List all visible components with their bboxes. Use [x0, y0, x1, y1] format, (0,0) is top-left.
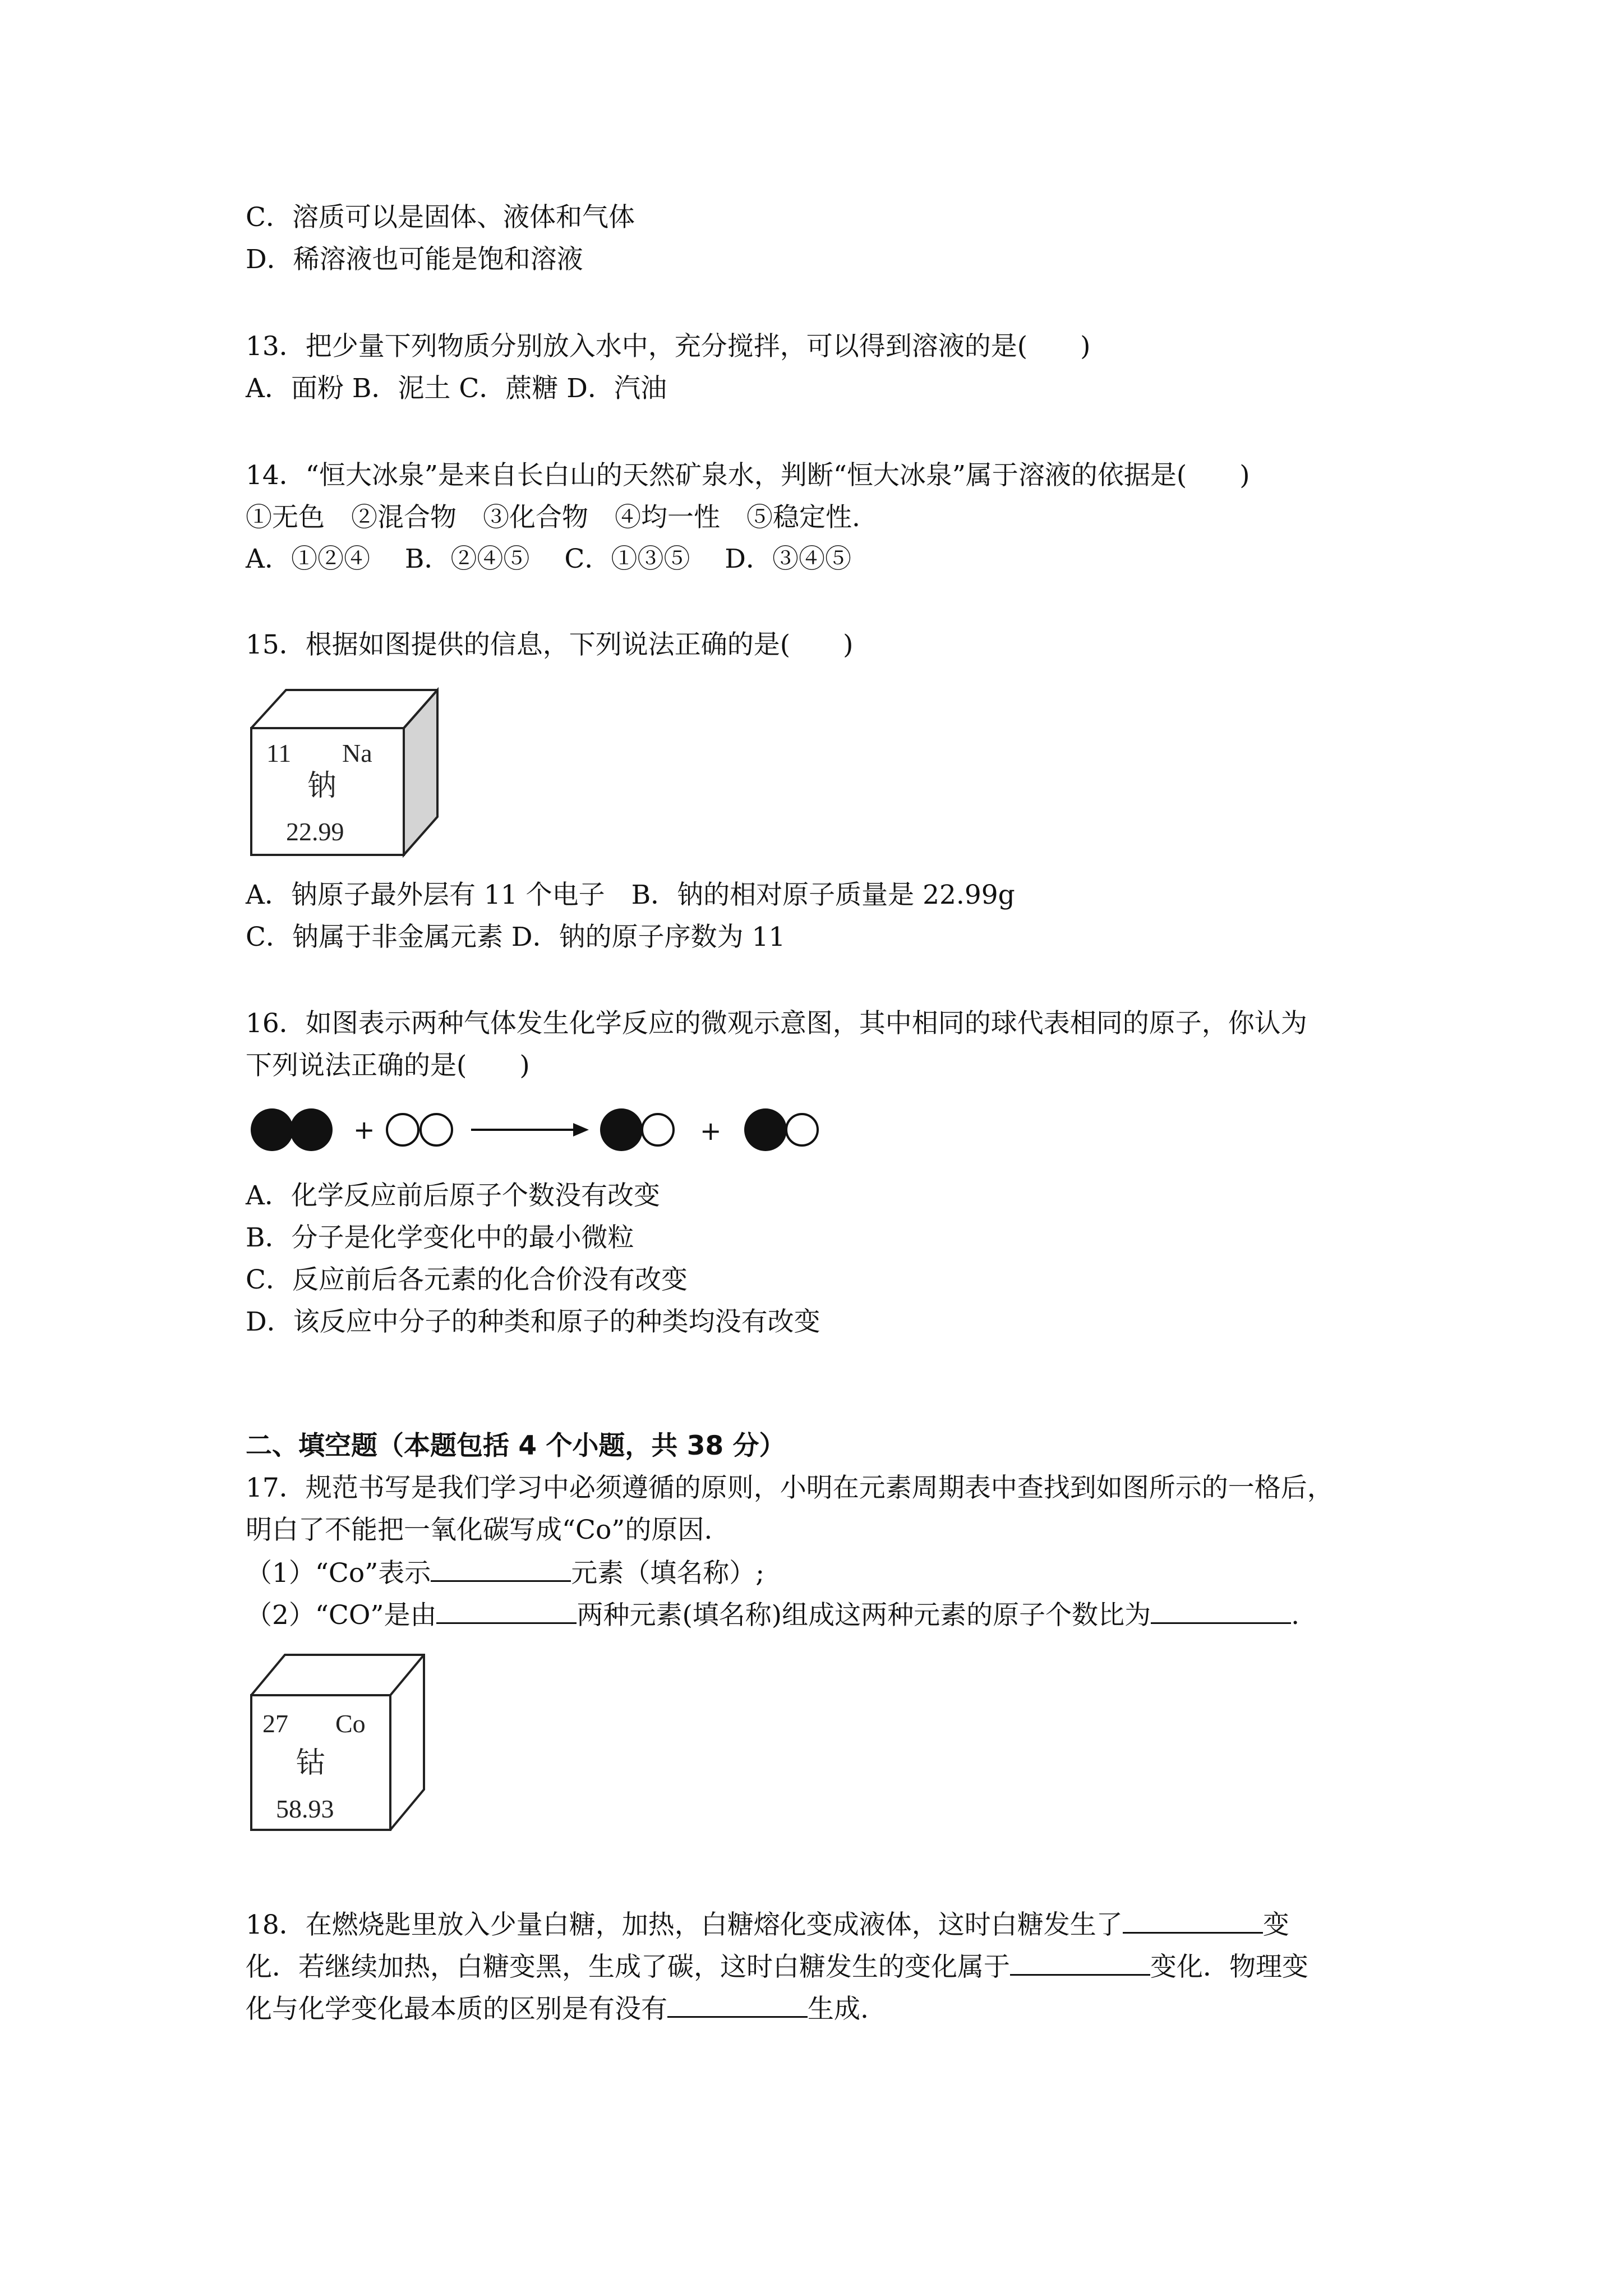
black-atom-icon — [600, 1108, 643, 1151]
q16-stem-line2: 下列说法正确的是( ) — [246, 1050, 530, 1081]
q12-option-c: C．溶质可以是固体、液体和气体 — [246, 202, 635, 233]
answer-blank[interactable] — [431, 1556, 571, 1582]
q17-part1: （1）“Co”表示 元素（填名称）; — [246, 1556, 764, 1590]
answer-blank[interactable] — [667, 1991, 808, 2018]
sodium-symbol: Na — [342, 739, 372, 767]
q17-line2: 明白了不能把一氧化碳写成“Co”的原因. — [246, 1515, 713, 1545]
q16-option-d: D．该反应中分子的种类和原子的种类均没有改变 — [246, 1306, 820, 1337]
white-atom-icon — [642, 1114, 674, 1145]
plus-sign: + — [700, 1116, 722, 1146]
reaction-diagram — [247, 1101, 841, 1162]
answer-blank[interactable] — [1123, 1907, 1263, 1934]
q16-option-a: A．化学反应前后原子个数没有改变 — [246, 1180, 660, 1211]
answer-blank[interactable] — [1010, 1949, 1150, 1976]
sodium-element-card — [247, 683, 443, 868]
black-atom-icon — [744, 1108, 787, 1151]
cobalt-name: 钴 — [296, 1747, 326, 1779]
sodium-atomic-mass: 22.99 — [286, 817, 344, 846]
answer-blank[interactable] — [436, 1598, 577, 1624]
q14-options: A．①②④ B．②④⑤ C．①③⑤ D．③④⑤ — [246, 544, 851, 574]
sodium-name: 钠 — [307, 770, 337, 802]
q17-part2: （2）“CO”是由 两种元素(填名称)组成这两种元素的原子个数比为 . — [246, 1598, 1299, 1632]
q15-options-cd: C．钠属于非金属元素 D．钠的原子序数为 11 — [246, 922, 786, 953]
cobalt-atomic-mass: 58.93 — [276, 1795, 334, 1823]
q14-stem: 14．“恒大冰泉”是来自长白山的天然矿泉水，判断“恒大冰泉”属于溶液的依据是( ) — [246, 460, 1250, 491]
q13-stem: 13．把少量下列物质分别放入水中，充分搅拌，可以得到溶液的是( ) — [246, 331, 1091, 362]
cobalt-symbol: Co — [335, 1709, 366, 1738]
black-atom-icon — [251, 1108, 293, 1151]
white-atom-icon — [786, 1114, 818, 1145]
q13-options: A．面粉 B．泥土 C．蔗糖 D．汽油 — [246, 373, 667, 404]
white-atom-icon — [387, 1114, 418, 1145]
answer-blank[interactable] — [1151, 1598, 1291, 1624]
q17-line1: 17．规范书写是我们学习中必须遵循的原则，小明在元素周期表中查找到如图所示的一格后， — [246, 1473, 1334, 1503]
q15-stem: 15．根据如图提供的信息，下列说法正确的是( ) — [246, 629, 854, 660]
cobalt-atomic-number: 27 — [262, 1709, 288, 1738]
q16-stem-line1: 16．如图表示两种气体发生化学反应的微观示意图，其中相同的球代表相同的原子，你认为 — [246, 1008, 1307, 1039]
q18-line2: 化．若继续加热，白糖变黑，生成了碳，这时白糖发生的变化属于 变化．物理变 — [246, 1949, 1308, 1984]
section-heading: 二、填空题（本题包括 4 个小题，共 38 分） — [246, 1430, 786, 1461]
plus-sign: + — [353, 1115, 375, 1145]
q18-line1: 18．在燃烧匙里放入少量白糖，加热，白糖熔化变成液体，这时白糖发生了 变 — [246, 1907, 1289, 1942]
q14-items: ①无色 ②混合物 ③化合物 ④均一性 ⑤稳定性. — [246, 502, 860, 533]
cobalt-element-card — [247, 1648, 432, 1833]
sodium-atomic-number: 11 — [266, 739, 292, 767]
q12-option-d: D．稀溶液也可能是饱和溶液 — [246, 244, 583, 275]
white-atom-icon — [421, 1114, 452, 1145]
q18-line3: 化与化学变化最本质的区别是有没有 生成. — [246, 1991, 869, 2026]
black-atom-icon — [290, 1108, 333, 1151]
q16-option-c: C．反应前后各元素的化合价没有改变 — [246, 1264, 688, 1295]
q16-option-b: B．分子是化学变化中的最小微粒 — [246, 1222, 634, 1253]
q15-options-ab: A．钠原子最外层有 11 个电子 B．钠的相对原子质量是 22.99g — [246, 880, 1015, 910]
